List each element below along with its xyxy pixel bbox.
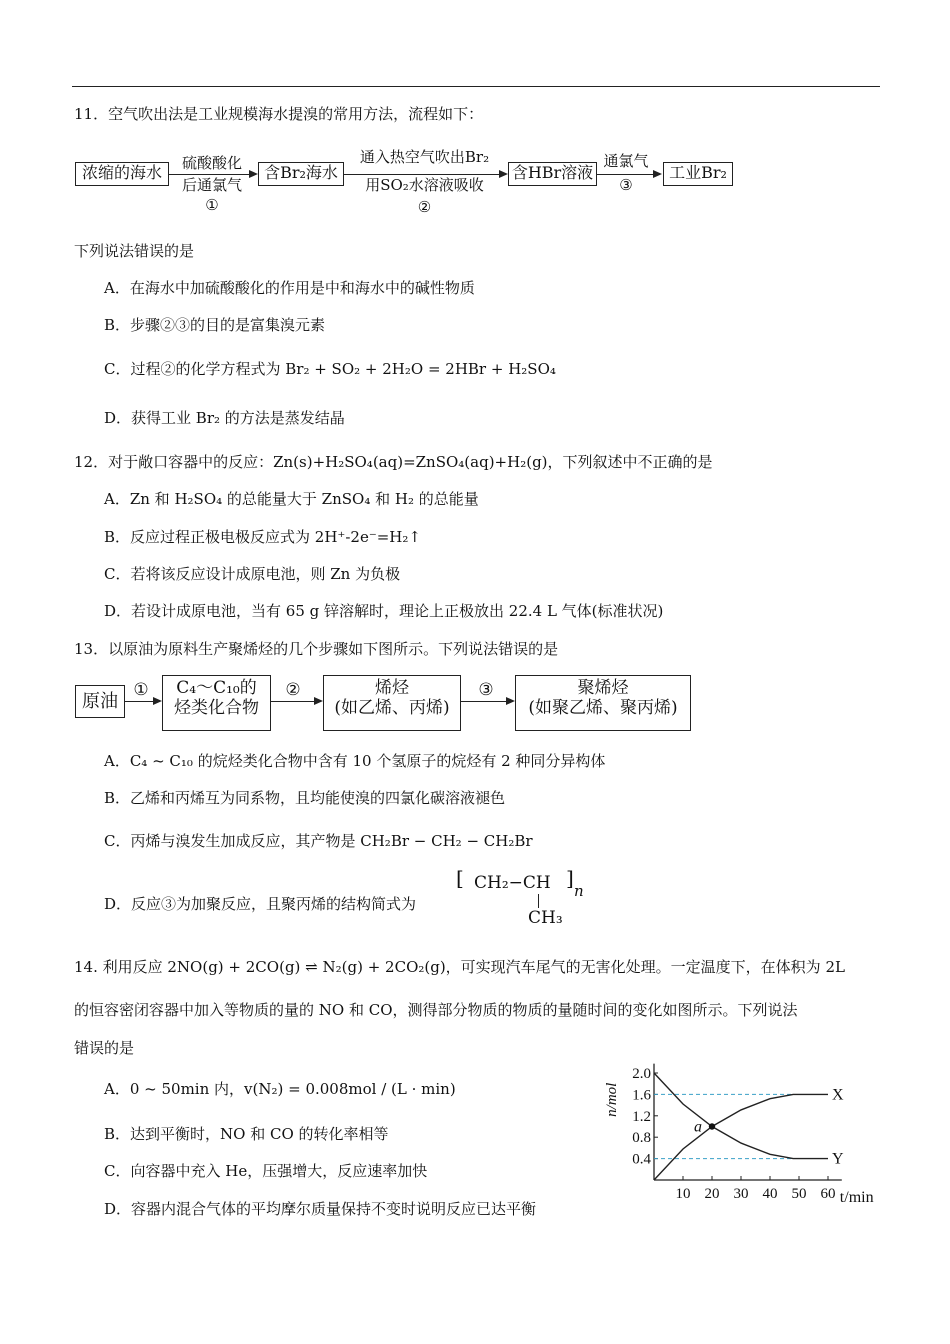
q13-option-c[interactable]: C．丙烯与溴发生加成反应，其产物是 CH₂Br − CH₂ − CH₂Br bbox=[104, 832, 533, 850]
q11-arrow-1 bbox=[168, 174, 256, 175]
q13-box-hydrocarbons bbox=[162, 675, 271, 731]
x-tick-label: 30 bbox=[733, 1186, 749, 1202]
q12-option-a[interactable]: A．Zn 和 H₂SO₄ 的总能量大于 ZnSO₄ 和 H₂ 的总能量 bbox=[104, 490, 479, 508]
q14-option-d[interactable]: D．容器内混合气体的平均摩尔质量保持不变时说明反应已达平衡 bbox=[104, 1200, 537, 1218]
q11-box-industrial-br2: 工业Br₂ bbox=[663, 162, 733, 186]
polymer-branch: CH₃ bbox=[528, 908, 563, 928]
q11-box-hbr: 含HBr溶液 bbox=[508, 162, 597, 186]
q12-option-b[interactable]: B．反应过程正极电极反应式为 2H⁺-2e⁻=H₂↑ bbox=[104, 528, 421, 546]
q11-box-br2-seawater: 含Br₂海水 bbox=[258, 162, 344, 186]
y-tick-label: 0.8 bbox=[632, 1130, 651, 1147]
q13-box4-line1: 聚烯烃 bbox=[577, 678, 629, 698]
q11-arrow1-top: 硫酸酸化 bbox=[181, 154, 242, 172]
series-line-X bbox=[654, 1094, 828, 1180]
q13-option-a[interactable]: A．C₄ ~ C₁₀ 的烷烃类化合物中含有 10 个氢原子的烷烃有 2 种同分异构体 bbox=[104, 752, 606, 770]
q14-option-c[interactable]: C．向容器中充入 He，压强增大，反应速率加快 bbox=[104, 1162, 428, 1180]
q13-step-2: ② bbox=[285, 680, 301, 700]
polymer-bond bbox=[538, 894, 539, 908]
q11-option-c[interactable]: C．过程②的化学方程式为 Br₂ + SO₂ + 2H₂O = 2HBr + H₂SO₄ bbox=[104, 360, 556, 378]
y-tick-label: 1.2 bbox=[632, 1108, 651, 1125]
x-tick-label: 50 bbox=[791, 1186, 807, 1202]
x-axis-label: t/min bbox=[839, 1189, 874, 1206]
q14-option-a[interactable]: A．0 ~ 50min 内，v(N₂) = 0.008mol / (L · min) bbox=[104, 1080, 456, 1098]
polymer-bracket-left: [ bbox=[456, 866, 464, 890]
point-a-marker bbox=[709, 1123, 715, 1129]
q12-option-c[interactable]: C．若将该反应设计成原电池，则 Zn 为负极 bbox=[104, 565, 401, 583]
y-tick-label: 1.6 bbox=[632, 1087, 651, 1104]
q12-stem: 12．对于敞口容器中的反应：Zn(s)+H₂SO₄(aq)=ZnSO₄(aq)+H₂(g)，下列叙述中不正确的是 bbox=[74, 453, 713, 471]
q11-arrow3-step: ③ bbox=[619, 176, 633, 194]
top-rule bbox=[72, 86, 880, 87]
q13-box3-line1: 烯烃 bbox=[375, 678, 409, 698]
x-tick-label: 20 bbox=[704, 1186, 720, 1202]
q14-option-b[interactable]: B．达到平衡时，NO 和 CO 的转化率相等 bbox=[104, 1125, 389, 1143]
q11-arrow2-top: 通入热空气吹出Br₂ bbox=[359, 148, 490, 166]
polymer-subscript-n: n bbox=[574, 882, 584, 900]
q11-option-d[interactable]: D．获得工业 Br₂ 的方法是蒸发结晶 bbox=[104, 409, 345, 427]
q13-stem: 13．以原油为原料生产聚烯烃的几个步骤如下图所示。下列说法错误的是 bbox=[74, 640, 559, 658]
q11-arrow1-step: ① bbox=[205, 196, 219, 214]
series-label-X: X bbox=[832, 1086, 844, 1104]
q11-box-seawater: 浓缩的海水 bbox=[75, 162, 169, 186]
q11-option-b[interactable]: B．步骤②③的目的是富集溴元素 bbox=[104, 316, 326, 334]
q13-box4-line2: (如聚乙烯、聚丙烯) bbox=[528, 698, 678, 719]
point-a-label: a bbox=[694, 1118, 702, 1136]
q13-box-polyolefins bbox=[515, 675, 691, 731]
q12-option-d[interactable]: D．若设计成原电池，当有 65 g 锌溶解时，理论上正极放出 22.4 L 气体(标准状况) bbox=[104, 602, 664, 620]
q13-box2-line1: C₄～C₁₀的 bbox=[176, 678, 257, 698]
q14-stem-line3: 错误的是 bbox=[74, 1039, 135, 1057]
q13-box2-line2: 烃类化合物 bbox=[174, 698, 259, 719]
q11-arrow2-bottom: 用SO₂水溶液吸收 bbox=[365, 176, 484, 194]
x-tick-label: 10 bbox=[675, 1186, 691, 1202]
q11-arrow1-bottom: 后通氯气 bbox=[181, 176, 242, 194]
q13-step-3: ③ bbox=[478, 680, 494, 700]
series-label-Y: Y bbox=[832, 1150, 844, 1168]
y-axis-label: n/mol bbox=[604, 1082, 620, 1117]
y-tick-label: 0.4 bbox=[632, 1151, 651, 1168]
q11-stem: 11．空气吹出法是工业规模海水提溴的常用方法，流程如下： bbox=[74, 105, 484, 123]
polymer-bracket-right: ] bbox=[566, 866, 574, 890]
q13-box-alkenes bbox=[323, 675, 461, 731]
q11-arrow-3 bbox=[596, 174, 660, 175]
q11-option-a[interactable]: A．在海水中加硫酸酸化的作用是中和海水中的碱性物质 bbox=[104, 279, 475, 297]
q11-arrow3-top: 通氯气 bbox=[603, 152, 649, 170]
q13-option-b[interactable]: B．乙烯和丙烯互为同系物，且均能使溴的四氯化碳溶液褪色 bbox=[104, 789, 506, 807]
x-tick-label: 60 bbox=[820, 1186, 836, 1202]
q13-box-crude-oil: 原油 bbox=[75, 685, 125, 718]
q11-arrow2-step: ② bbox=[417, 198, 432, 216]
x-tick-label: 40 bbox=[762, 1186, 778, 1202]
q14-stem-line1: 14. 利用反应 2NO(g) + 2CO(g) ⇌ N₂(g) + 2CO₂(g)，可实现汽车尾气的无害化处理。一定温度下，在体积为 2L bbox=[74, 958, 845, 976]
q13-step-1: ① bbox=[133, 680, 149, 700]
q11-arrow-2 bbox=[343, 174, 506, 175]
y-tick-label: 2.0 bbox=[632, 1066, 651, 1082]
q14-chart bbox=[600, 1030, 900, 1215]
q13-box3-line2: (如乙烯、丙烯) bbox=[334, 698, 450, 719]
q13-option-d[interactable]: D．反应③为加聚反应，且聚丙烯的结构简式为 bbox=[104, 895, 417, 913]
q14-stem-line2: 的恒容密闭容器中加入等物质的量的 NO 和 CO，测得部分物质的物质的量随时间的变化如图所示。下列说法 bbox=[74, 1001, 798, 1019]
polymer-chain: CH₂−CH bbox=[474, 873, 551, 893]
q11-question: 下列说法错误的是 bbox=[74, 242, 195, 260]
series-line-Y bbox=[654, 1073, 828, 1159]
